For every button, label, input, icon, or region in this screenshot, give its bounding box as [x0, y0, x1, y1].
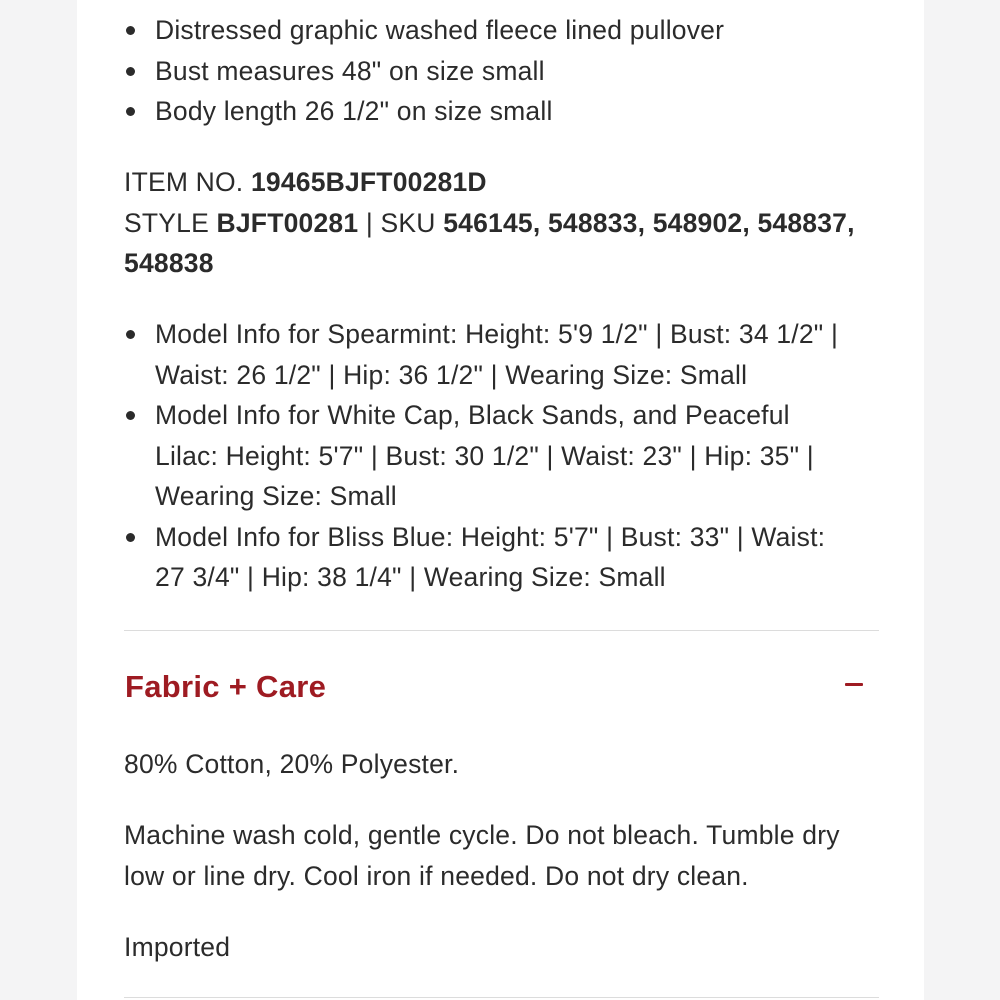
item-number-line [124, 162, 880, 203]
model-info-list [124, 314, 859, 598]
sku-label: SKU [380, 207, 436, 238]
section-divider [124, 997, 879, 998]
care-instructions: Machine wash cold, gentle cycle. Do not bleach. Tumble dry low or line dry. Cool iron if needed. Do not dry clean. [124, 820, 840, 891]
sku-value: 546145, 548833, 548902, 548837, 548838 [124, 207, 855, 278]
style-sku-line [124, 203, 880, 284]
list-item: Model Info for Bliss Blue: Height: 5'7" | Bust: 33" | Waist: 27 3/4" | Hip: 38 1/4" | Wearing Size: Small [124, 517, 859, 598]
fabric-care-title[interactable]: Fabric + Care [125, 669, 327, 704]
fabric-care-accordion-header[interactable] [124, 664, 879, 712]
list-item: Bust measures 48" on size small [124, 51, 880, 92]
item-identifiers [124, 162, 880, 284]
list-item: Model Info for Spearmint: Height: 5'9 1/2" | Bust: 34 1/2" | Waist: 26 1/2" | Hip: 36 1/2" | Wearing Size: Small [124, 314, 859, 395]
minus-icon[interactable] [845, 670, 865, 700]
style-value: BJFT00281 [216, 207, 359, 238]
separator: | [365, 207, 373, 238]
item-number-label: ITEM NO. [124, 167, 244, 197]
fabric-composition: 80% Cotton, 20% Polyester. [124, 749, 460, 779]
list-item: Model Info for White Cap, Black Sands, and Peaceful Lilac: Height: 5'7" | Bust: 30 1/2" | Waist: 23" | Hip: 35" | Wearing Size: Small [124, 395, 859, 517]
origin-text: Imported [124, 932, 231, 962]
description-list [124, 10, 880, 132]
list-item: Distressed graphic washed fleece lined pullover [124, 10, 880, 51]
list-item: Body length 26 1/2" on size small [124, 91, 880, 132]
item-number-value: 19465BJFT00281D [250, 167, 487, 197]
section-divider [124, 630, 879, 631]
product-details-panel [77, 0, 924, 1000]
style-label: STYLE [124, 207, 209, 238]
